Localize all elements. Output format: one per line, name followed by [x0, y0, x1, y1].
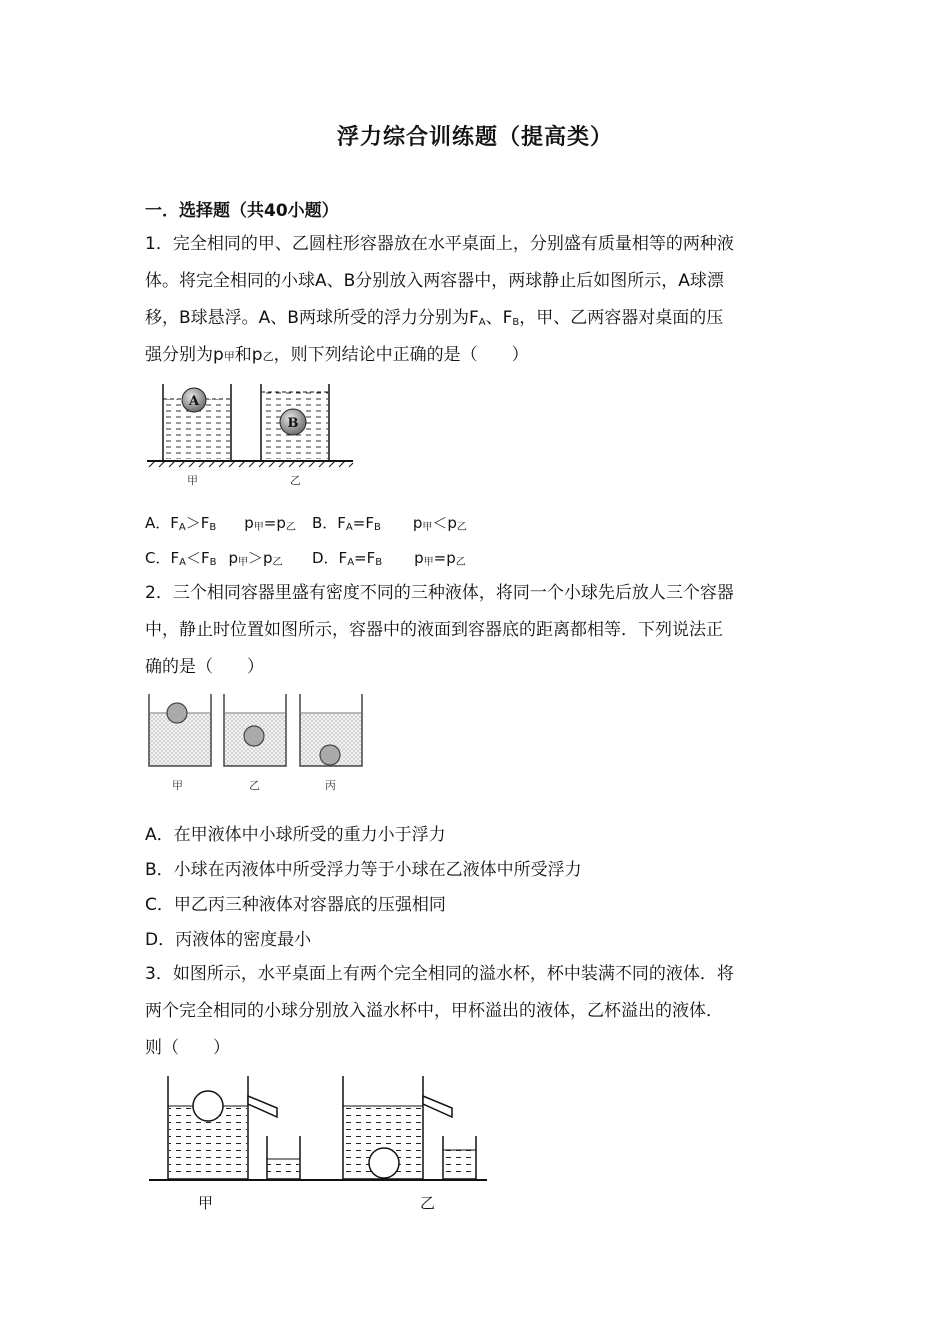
- sub-b: B: [512, 317, 520, 328]
- q1-option-c[interactable]: [145, 547, 283, 574]
- ball-yi: [369, 1148, 399, 1178]
- ball-jia: [193, 1091, 223, 1121]
- opt-b-sub2: B: [373, 522, 381, 533]
- q2-line-2: 中，静止时位置如图所示，容器中的液面到容器底的距离都相等．下列说法正: [145, 620, 723, 640]
- q2-option-b[interactable]: B．小球在丙液体中所受浮力等于小球在乙液体中所受浮力: [145, 860, 582, 880]
- q2-figure: [143, 688, 368, 773]
- q3-label-yi: 乙: [420, 1194, 436, 1212]
- sub-yi: 乙: [262, 350, 274, 363]
- q3-line-1: 3．如图所示，水平桌面上有两个完全相同的溢水杯，杯中装满不同的液体．将: [145, 964, 734, 984]
- opt-d-2: =F: [354, 549, 376, 567]
- q1-option-b[interactable]: [312, 512, 467, 539]
- q1-line-3-mid: 、F: [485, 308, 513, 328]
- q3-figure: [145, 1070, 490, 1185]
- opt-d-1: D．F: [312, 549, 348, 567]
- q2-label-jia: 甲: [172, 779, 183, 792]
- opt-d-sub2: B: [375, 557, 383, 568]
- opt-a-2: ＞F: [185, 514, 210, 532]
- q2-label-yi: 乙: [249, 779, 260, 792]
- opt-b-2: =F: [352, 514, 374, 532]
- opt-b-sub1: A: [345, 522, 353, 533]
- opt-a-sub2: B: [209, 522, 217, 533]
- opt-c-sub3: 甲: [238, 557, 248, 568]
- opt-b-sub4: 乙: [456, 522, 467, 533]
- q1-line-2: 体。将完全相同的小球A、B分别放入两容器中，两球静止后如图所示，A球漂: [145, 271, 724, 291]
- opt-d-sub1: A: [347, 557, 355, 568]
- sub-a: A: [478, 317, 486, 328]
- opt-c-4: ＞p: [248, 549, 273, 567]
- q1-line-4-b: 和p: [234, 345, 263, 365]
- q2-line-3: 确的是（ ）: [145, 657, 264, 677]
- opt-c-sub4: 乙: [272, 557, 283, 568]
- opt-b-1: B．F: [312, 514, 346, 532]
- spout-jia: [248, 1096, 277, 1117]
- beaker-jia-liquid: [267, 1159, 299, 1178]
- sub-jia: 甲: [223, 350, 235, 363]
- ball-jia: [167, 703, 187, 723]
- ball-yi: [244, 726, 264, 746]
- opt-c-1: C．F: [145, 549, 180, 567]
- q3-label-jia: 甲: [198, 1194, 214, 1212]
- q1-line-1: 1．完全相同的甲、乙圆柱形容器放在水平桌面上，分别盛有质量相等的两种液: [145, 234, 734, 254]
- opt-a-sub3: 甲: [253, 522, 264, 533]
- q3-line-3: 则（ ）: [145, 1038, 230, 1058]
- q2-label-bing: 丙: [325, 779, 336, 792]
- beaker-yi-liquid: [443, 1150, 475, 1178]
- q1-line-3-text: 移，B球悬浮。A、B两球所受的浮力分别为F: [145, 308, 479, 328]
- q1-line-3-end: ，甲、乙两容器对桌面的压: [519, 308, 724, 328]
- q1-figure-label-yi: 乙: [290, 474, 301, 487]
- opt-d-3: p: [414, 549, 424, 567]
- spout-yi: [423, 1096, 452, 1117]
- opt-b-sub3: 甲: [422, 522, 433, 533]
- q1-figure: [145, 378, 360, 483]
- q2-option-a[interactable]: A．在甲液体中小球所受的重力小于浮力: [145, 825, 446, 845]
- ball-b-label: B: [287, 416, 299, 431]
- opt-b-3: p: [412, 514, 423, 532]
- q3-line-2: 两个完全相同的小球分别放入溢水杯中，甲杯溢出的液体，乙杯溢出的液体．: [145, 1001, 723, 1021]
- opt-c-2: ＜F: [185, 549, 210, 567]
- opt-a-sub4: 乙: [285, 522, 296, 533]
- opt-a-4: =p: [263, 514, 286, 532]
- q2-line-1: 2．三个相同容器里盛有密度不同的三种液体，将同一个小球先后放人三个容器: [145, 583, 734, 603]
- opt-a-1: A．F: [145, 514, 179, 532]
- q1-line-3: [145, 306, 723, 335]
- opt-b-4: ＜p: [432, 514, 457, 532]
- opt-a-sub1: A: [178, 522, 186, 533]
- opt-d-4: =p: [433, 549, 456, 567]
- q2-option-c[interactable]: C．甲乙丙三种液体对容器底的压强相同: [145, 895, 446, 915]
- page-title: 浮力综合训练题（提高类）: [336, 125, 613, 150]
- q1-line-4: [145, 343, 529, 369]
- q1-line-4-c: ，则下列结论中正确的是（ ）: [273, 345, 529, 365]
- opt-a-3: p: [244, 514, 254, 532]
- opt-d-sub4: 乙: [455, 557, 466, 568]
- opt-c-sub1: A: [179, 557, 186, 568]
- q2-option-d[interactable]: D．丙液体的密度最小: [145, 930, 312, 950]
- q1-option-d[interactable]: [312, 547, 466, 574]
- opt-c-3: p: [228, 549, 238, 567]
- section-heading: 一．选择题（共40小题）: [145, 201, 339, 221]
- opt-c-sub2: B: [209, 557, 217, 568]
- ball-a-label: A: [188, 394, 200, 409]
- ball-bing: [320, 745, 340, 765]
- q1-option-a[interactable]: [145, 512, 296, 539]
- opt-d-sub3: 甲: [423, 557, 434, 568]
- q1-line-4-a: 强分别为p: [145, 345, 224, 365]
- q1-figure-label-jia: 甲: [187, 474, 198, 487]
